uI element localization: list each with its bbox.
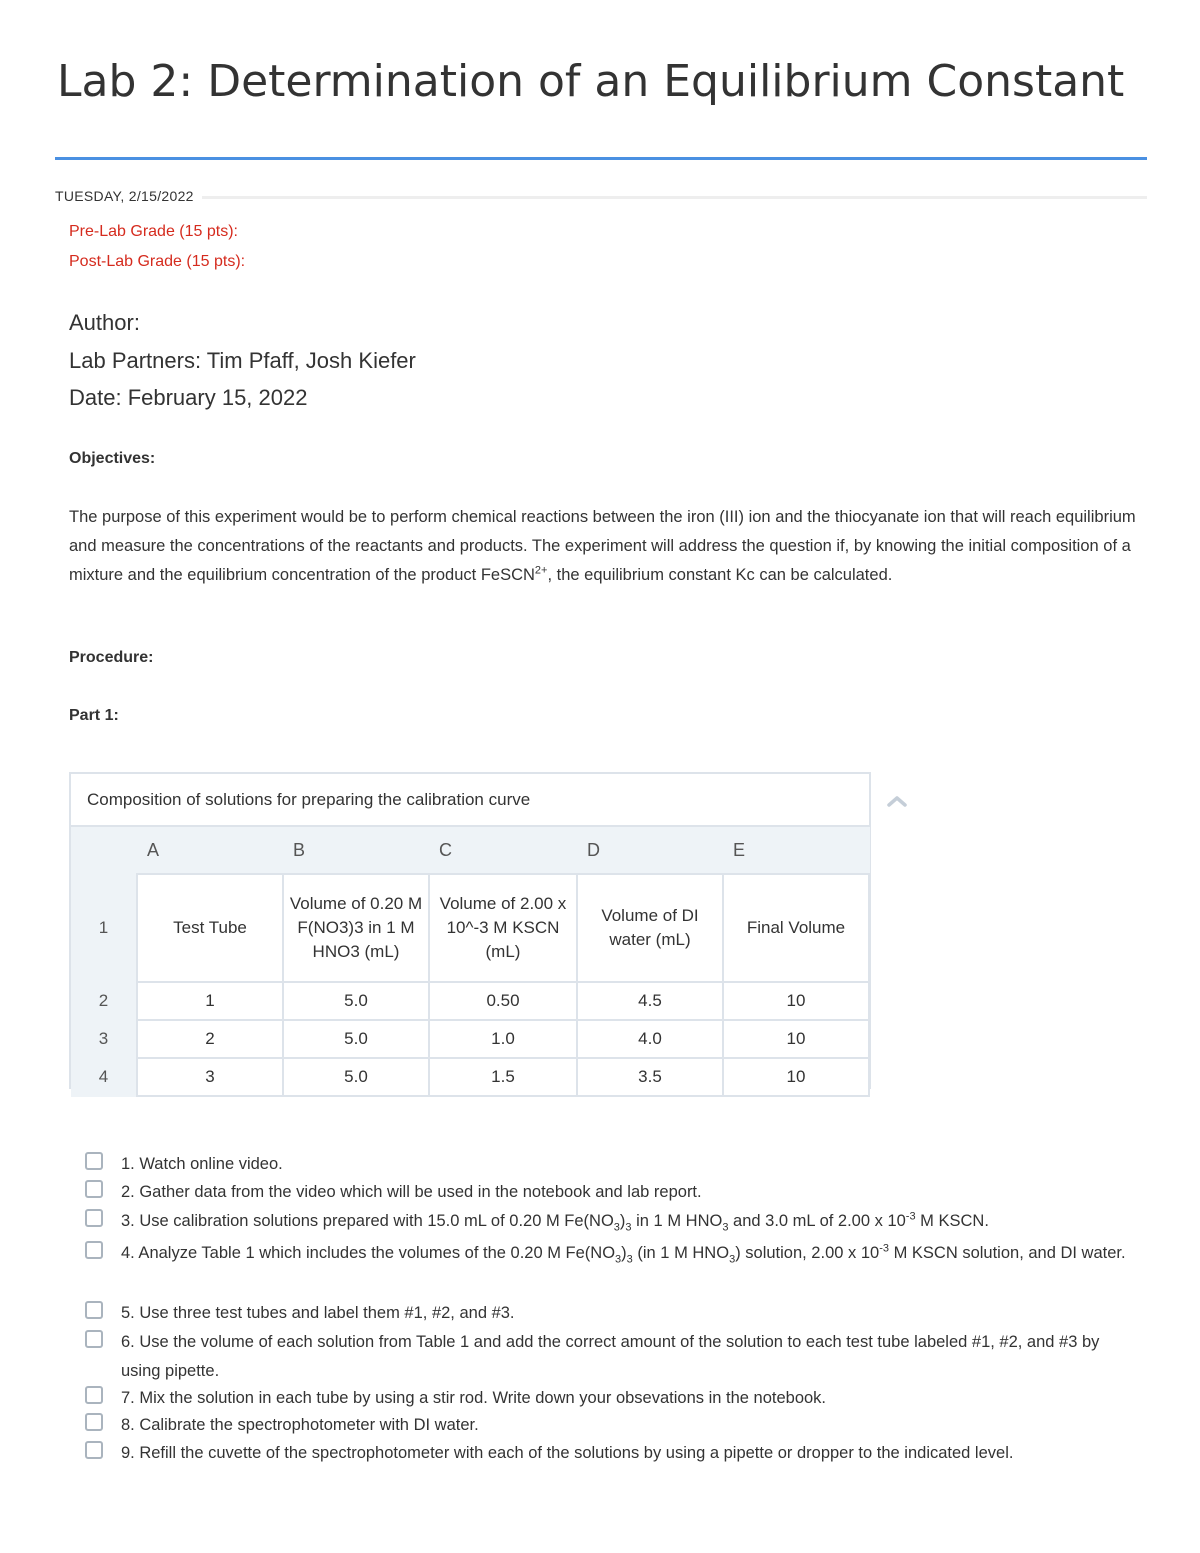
step-text: 8. Calibrate the spectrophotometer with DI water.: [121, 1416, 479, 1434]
step-text: 2. Gather data from the video which will be used in the notebook and lab report.: [121, 1183, 702, 1201]
step-text: 1. Watch online video.: [121, 1155, 283, 1173]
column-header[interactable]: A: [137, 827, 283, 874]
table-cell[interactable]: 10: [723, 982, 869, 1020]
date-label: TUESDAY, 2/15/2022: [55, 188, 202, 204]
column-header[interactable]: D: [577, 827, 723, 874]
table-cell[interactable]: Test Tube: [137, 874, 283, 982]
checkbox[interactable]: [85, 1301, 103, 1319]
table-row: [71, 1058, 869, 1096]
lab-partners-line: Lab Partners: Tim Pfaff, Josh Kiefer: [69, 348, 416, 373]
step-text: 6. Use the volume of each solution from Table 1 and add the correct amount of the solution to each test tube labeled #1, #2, and #3 by using pipette.: [121, 1333, 1100, 1380]
table-row: [71, 874, 869, 982]
table-cell[interactable]: 10: [723, 1058, 869, 1096]
table-cell[interactable]: 1.0: [429, 1020, 577, 1058]
calibration-table: [71, 827, 870, 1097]
table-row: [71, 982, 869, 1020]
row-number[interactable]: 3: [71, 1020, 137, 1058]
table-cell[interactable]: Volume of DI water (mL): [577, 874, 723, 982]
step-text: 7. Mix the solution in each tube by using a stir rod. Write down your obsevations in the notebook.: [121, 1389, 827, 1407]
checkbox[interactable]: [85, 1441, 103, 1459]
column-header[interactable]: B: [283, 827, 429, 874]
table-cell[interactable]: 5.0: [283, 1058, 429, 1096]
step-text: 9. Refill the cuvette of the spectrophotometer with each of the solutions by using a pipette or dropper to the indicated level.: [121, 1444, 1014, 1462]
title-underline: [55, 157, 1147, 160]
prelab-grade: Pre-Lab Grade (15 pts):: [69, 223, 238, 240]
checkbox[interactable]: [85, 1330, 103, 1348]
column-header[interactable]: E: [723, 827, 869, 874]
page-title: Lab 2: Determination of an Equilibrium Constant: [57, 56, 1125, 107]
table-cell[interactable]: 4.0: [577, 1020, 723, 1058]
checkbox[interactable]: [85, 1152, 103, 1170]
date-divider: [55, 196, 1147, 199]
table-cell[interactable]: 5.0: [283, 1020, 429, 1058]
objectives-heading: Objectives:: [69, 450, 156, 467]
checkbox[interactable]: [85, 1241, 103, 1259]
procedure-heading: Procedure:: [69, 649, 154, 666]
calibration-table-card: [69, 772, 871, 1089]
row-number[interactable]: 1: [71, 874, 137, 982]
chevron-up-icon[interactable]: [886, 793, 908, 809]
table-cell[interactable]: 3: [137, 1058, 283, 1096]
table-cell[interactable]: 3.5: [577, 1058, 723, 1096]
step-text: 4. Analyze Table 1 which includes the volumes of the 0.20 M $Fe(NO_3)_3$ (in 1 M $HNO_3$) solution, 2.00 x $10^{-3}$ M KSCN solution, and DI water.: [121, 1242, 1126, 1266]
table-cell[interactable]: 1: [137, 982, 283, 1020]
date-line: Date: February 15, 2022: [69, 385, 308, 410]
table-cell[interactable]: 1.5: [429, 1058, 577, 1096]
step-text: 3. Use calibration solutions prepared with 15.0 mL of 0.20 M $Fe(NO_3)_3$ in 1 M $HNO_3$ and 3.0 mL of 2.00 x $10^{-3}$ M KSCN.: [121, 1210, 989, 1234]
table-cell[interactable]: Volume of 0.20 M F(NO3)3 in 1 M HNO3 (mL): [283, 874, 429, 982]
table-cell[interactable]: Volume of 2.00 x 10^-3 M KSCN (mL): [429, 874, 577, 982]
table-cell[interactable]: 10: [723, 1020, 869, 1058]
postlab-grade: Post-Lab Grade (15 pts):: [69, 253, 246, 270]
table-cell[interactable]: 5.0: [283, 982, 429, 1020]
author-line: Author:: [69, 310, 140, 335]
table-cell[interactable]: 0.50: [429, 982, 577, 1020]
checkbox[interactable]: [85, 1180, 103, 1198]
objectives-text: The purpose of this experiment would be to perform chemical reactions between the iron (III) ion and the thiocyanate ion that will reach equilibrium and measure the concentrations of the reactants and products. The experiment will address the question if, by knowing the initial composition of a mixture and the equilibrium concentration of the product FeSCN$^{2+}$, the equilibrium constant Kc can be calculated.: [69, 508, 1136, 584]
date-row: [55, 188, 1147, 208]
table-cell[interactable]: Final Volume: [723, 874, 869, 982]
table-cell[interactable]: 4.5: [577, 982, 723, 1020]
row-number[interactable]: 4: [71, 1058, 137, 1096]
table-row: [71, 1020, 869, 1058]
step-text: 5. Use three test tubes and label them #1, #2, and #3.: [121, 1304, 515, 1322]
table-caption: Composition of solutions for preparing the calibration curve: [71, 774, 869, 827]
row-number[interactable]: 2: [71, 982, 137, 1020]
checkbox[interactable]: [85, 1209, 103, 1227]
checkbox[interactable]: [85, 1413, 103, 1431]
table-cell[interactable]: 2: [137, 1020, 283, 1058]
checkbox[interactable]: [85, 1386, 103, 1404]
part1-heading: Part 1:: [69, 707, 119, 724]
column-header[interactable]: C: [429, 827, 577, 874]
